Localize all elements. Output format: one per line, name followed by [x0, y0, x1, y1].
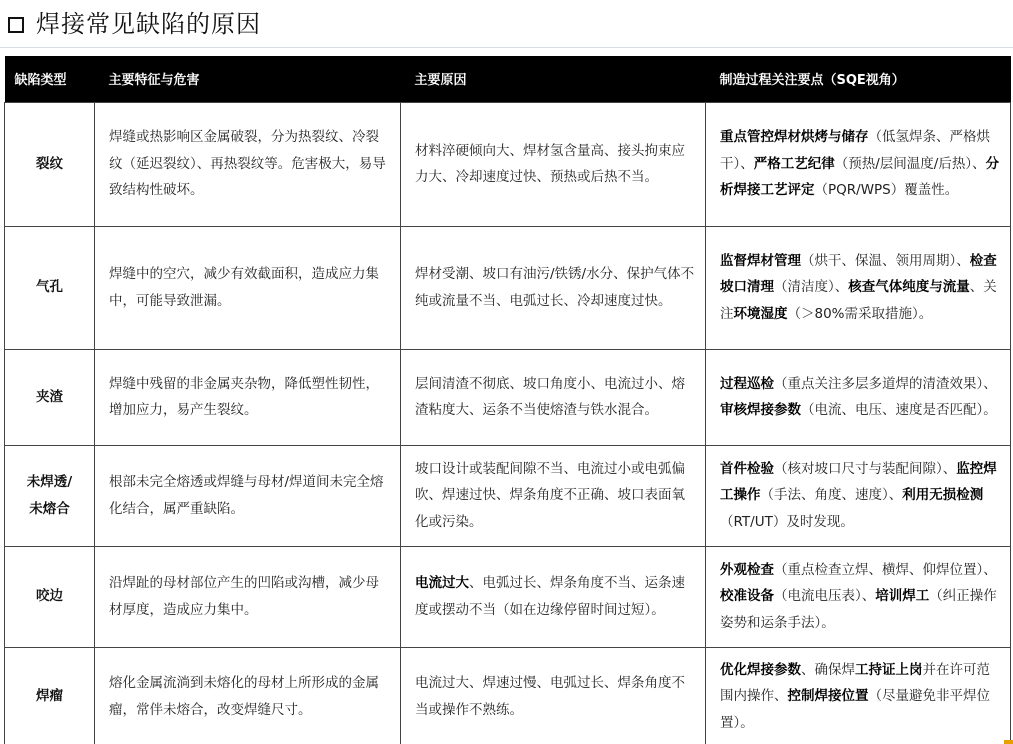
defect-type-label: 夹渣	[36, 388, 63, 405]
causes-cell	[401, 102, 706, 226]
focus-cell	[706, 226, 1011, 349]
causes-cell	[401, 647, 706, 744]
causes-cell	[401, 546, 706, 647]
body-text: （重点关注多层多道焊的清渣效果）、	[774, 375, 997, 392]
emphasis-text: 严格工艺纪律	[753, 155, 835, 172]
body-text: （＞80%需采取措施）。	[787, 305, 933, 322]
defect-type-cell	[5, 546, 95, 647]
title-divider	[0, 47, 1013, 48]
emphasis-text: 培训焊工	[875, 588, 930, 605]
emphasis-text: 检查坡口清理	[720, 252, 997, 296]
emphasis-text: 过程巡检	[720, 375, 774, 392]
emphasis-text: 控制焊接位置	[787, 688, 869, 705]
header-row	[5, 56, 1011, 102]
defect-type-cell	[5, 349, 95, 445]
emphasis-text: 环境湿度	[733, 305, 788, 322]
body-text: （预热/层间温度/后热）、	[834, 155, 986, 172]
page-title: 焊接常见缺陷的原因	[36, 10, 261, 38]
table-row	[5, 546, 1011, 647]
body-text: 坡口设计或装配间隙不当、电流过小或电弧偏吹、焊速过快、焊条角度不正确、坡口表面氧化或污染。	[415, 460, 685, 530]
header-defect-type: 缺陷类型	[5, 56, 95, 102]
features-cell: 熔化金属流淌到未熔化的母材上所形成的金属瘤，常伴未熔合，改变焊缝尺寸。	[95, 647, 401, 744]
features-cell: 焊缝中的空穴，减少有效截面积，造成应力集中，可能导致泄漏。	[95, 226, 401, 349]
header-features: 主要特征与危害	[95, 56, 401, 102]
table-header	[5, 56, 1011, 102]
body-text: 电流过大、焊速过慢、电弧过长、焊条角度不当或操作不熟练。	[415, 675, 685, 718]
corner-marker	[1004, 740, 1013, 744]
header-causes: 主要原因	[401, 56, 706, 102]
body-text: 材料淬硬倾向大、焊材氢含量高、接头拘束应力大、冷却速度过快、预热或后热不当。	[415, 142, 685, 185]
body-text: （PQR/WPS）覆盖性。	[814, 182, 959, 199]
body-text: 层间清渣不彻底、坡口角度小、电流过小、熔渣粘度大、运条不当使熔渣与铁水混合。	[415, 375, 685, 418]
body-text: （清洁度）、	[774, 279, 849, 296]
causes-cell	[401, 349, 706, 445]
defect-type-label: 未焊透/	[26, 474, 73, 490]
emphasis-text: 优化焊接参数	[720, 661, 801, 678]
defect-type-label: 裂纹	[36, 155, 63, 172]
defect-type-label: 咬边	[36, 588, 63, 605]
table-row	[5, 647, 1011, 744]
emphasis-text: 监督焊材管理	[720, 252, 801, 269]
table-row	[5, 445, 1011, 546]
body-text: （电流电压表）、	[774, 588, 876, 605]
emphasis-text: 工持证上岗	[855, 661, 923, 678]
header-focus: 制造过程关注要点（SQE视角）	[706, 56, 1011, 102]
checkbox-square-icon	[8, 17, 24, 33]
focus-cell	[706, 445, 1011, 546]
features-cell: 焊缝或热影响区金属破裂，分为热裂纹、冷裂纹（延迟裂纹）、再热裂纹等。危害极大，易导致结构性破坏。	[95, 102, 401, 226]
body-text: 、关注	[720, 279, 997, 322]
focus-cell	[706, 102, 1011, 226]
body-text: （纠正操作姿势和运条手法）。	[720, 588, 997, 631]
emphasis-text: 首件检验	[720, 460, 774, 477]
body-text: （尽量避免非平焊位置）。	[720, 688, 990, 731]
emphasis-text: 电流过大	[415, 575, 469, 591]
table-row	[5, 349, 1011, 445]
defect-type-cell	[5, 647, 95, 744]
defect-type-cell	[5, 445, 95, 546]
body-text: （重点检查立焊、横焊、仰焊位置）、	[774, 561, 997, 578]
table-body	[5, 102, 1011, 744]
emphasis-text: 核查气体纯度与流量	[848, 279, 970, 296]
causes-cell	[401, 445, 706, 546]
body-text: 、电弧过长、焊条角度不当、运条速度或摆动不当（如在边缘停留时间过短）。	[415, 575, 685, 618]
emphasis-text: 审核焊接参数	[720, 402, 801, 418]
emphasis-text: 监控焊工操作	[720, 460, 997, 504]
features-cell: 沿焊趾的母材部位产生的凹陷或沟槽，减少母材厚度，造成应力集中。	[95, 546, 401, 647]
emphasis-text: 外观检查	[720, 561, 774, 578]
features-cell: 焊缝中残留的非金属夹杂物，降低塑性韧性，增加应力，易产生裂纹。	[95, 349, 401, 445]
emphasis-text: 分析焊接工艺评定	[720, 155, 1000, 199]
body-text: 焊材受潮、坡口有油污/铁锈/水分、保护气体不纯或流量不当、电弧过长、冷却速度过快。	[415, 266, 695, 309]
causes-cell	[401, 226, 706, 349]
table-row	[5, 226, 1011, 349]
title-bar	[0, 0, 1013, 48]
focus-cell	[706, 349, 1011, 445]
defect-type-cell	[5, 226, 95, 349]
focus-cell	[706, 647, 1011, 744]
table-row	[5, 102, 1011, 226]
body-text: （RT/UT）及时发现。	[720, 513, 854, 530]
defect-type-cell	[5, 102, 95, 226]
emphasis-text: 利用无损检测	[902, 487, 984, 504]
body-text: （电流、电压、速度是否匹配）。	[801, 402, 997, 418]
body-text: （低氢焊条、严格烘干）、	[720, 129, 990, 172]
focus-cell	[706, 546, 1011, 647]
emphasis-text: 重点管控焊材烘烤与储存	[720, 129, 869, 146]
body-text: （手法、角度、速度）、	[760, 487, 903, 504]
defect-type-label: 未熔合	[29, 500, 70, 517]
emphasis-text: 校准设备	[720, 588, 774, 605]
defect-type-label: 焊瘤	[36, 688, 63, 705]
body-text: 、确保焊	[801, 661, 855, 678]
body-text: 并在许可范围内操作、	[720, 661, 990, 705]
body-text: （烘干、保温、领用周期）、	[801, 252, 970, 269]
defects-table	[4, 56, 1011, 744]
defect-type-label: 气孔	[36, 279, 63, 296]
features-cell: 根部未完全熔透或焊缝与母材/焊道间未完全熔化结合，属严重缺陷。	[95, 445, 401, 546]
body-text: （核对坡口尺寸与装配间隙）、	[774, 460, 957, 477]
